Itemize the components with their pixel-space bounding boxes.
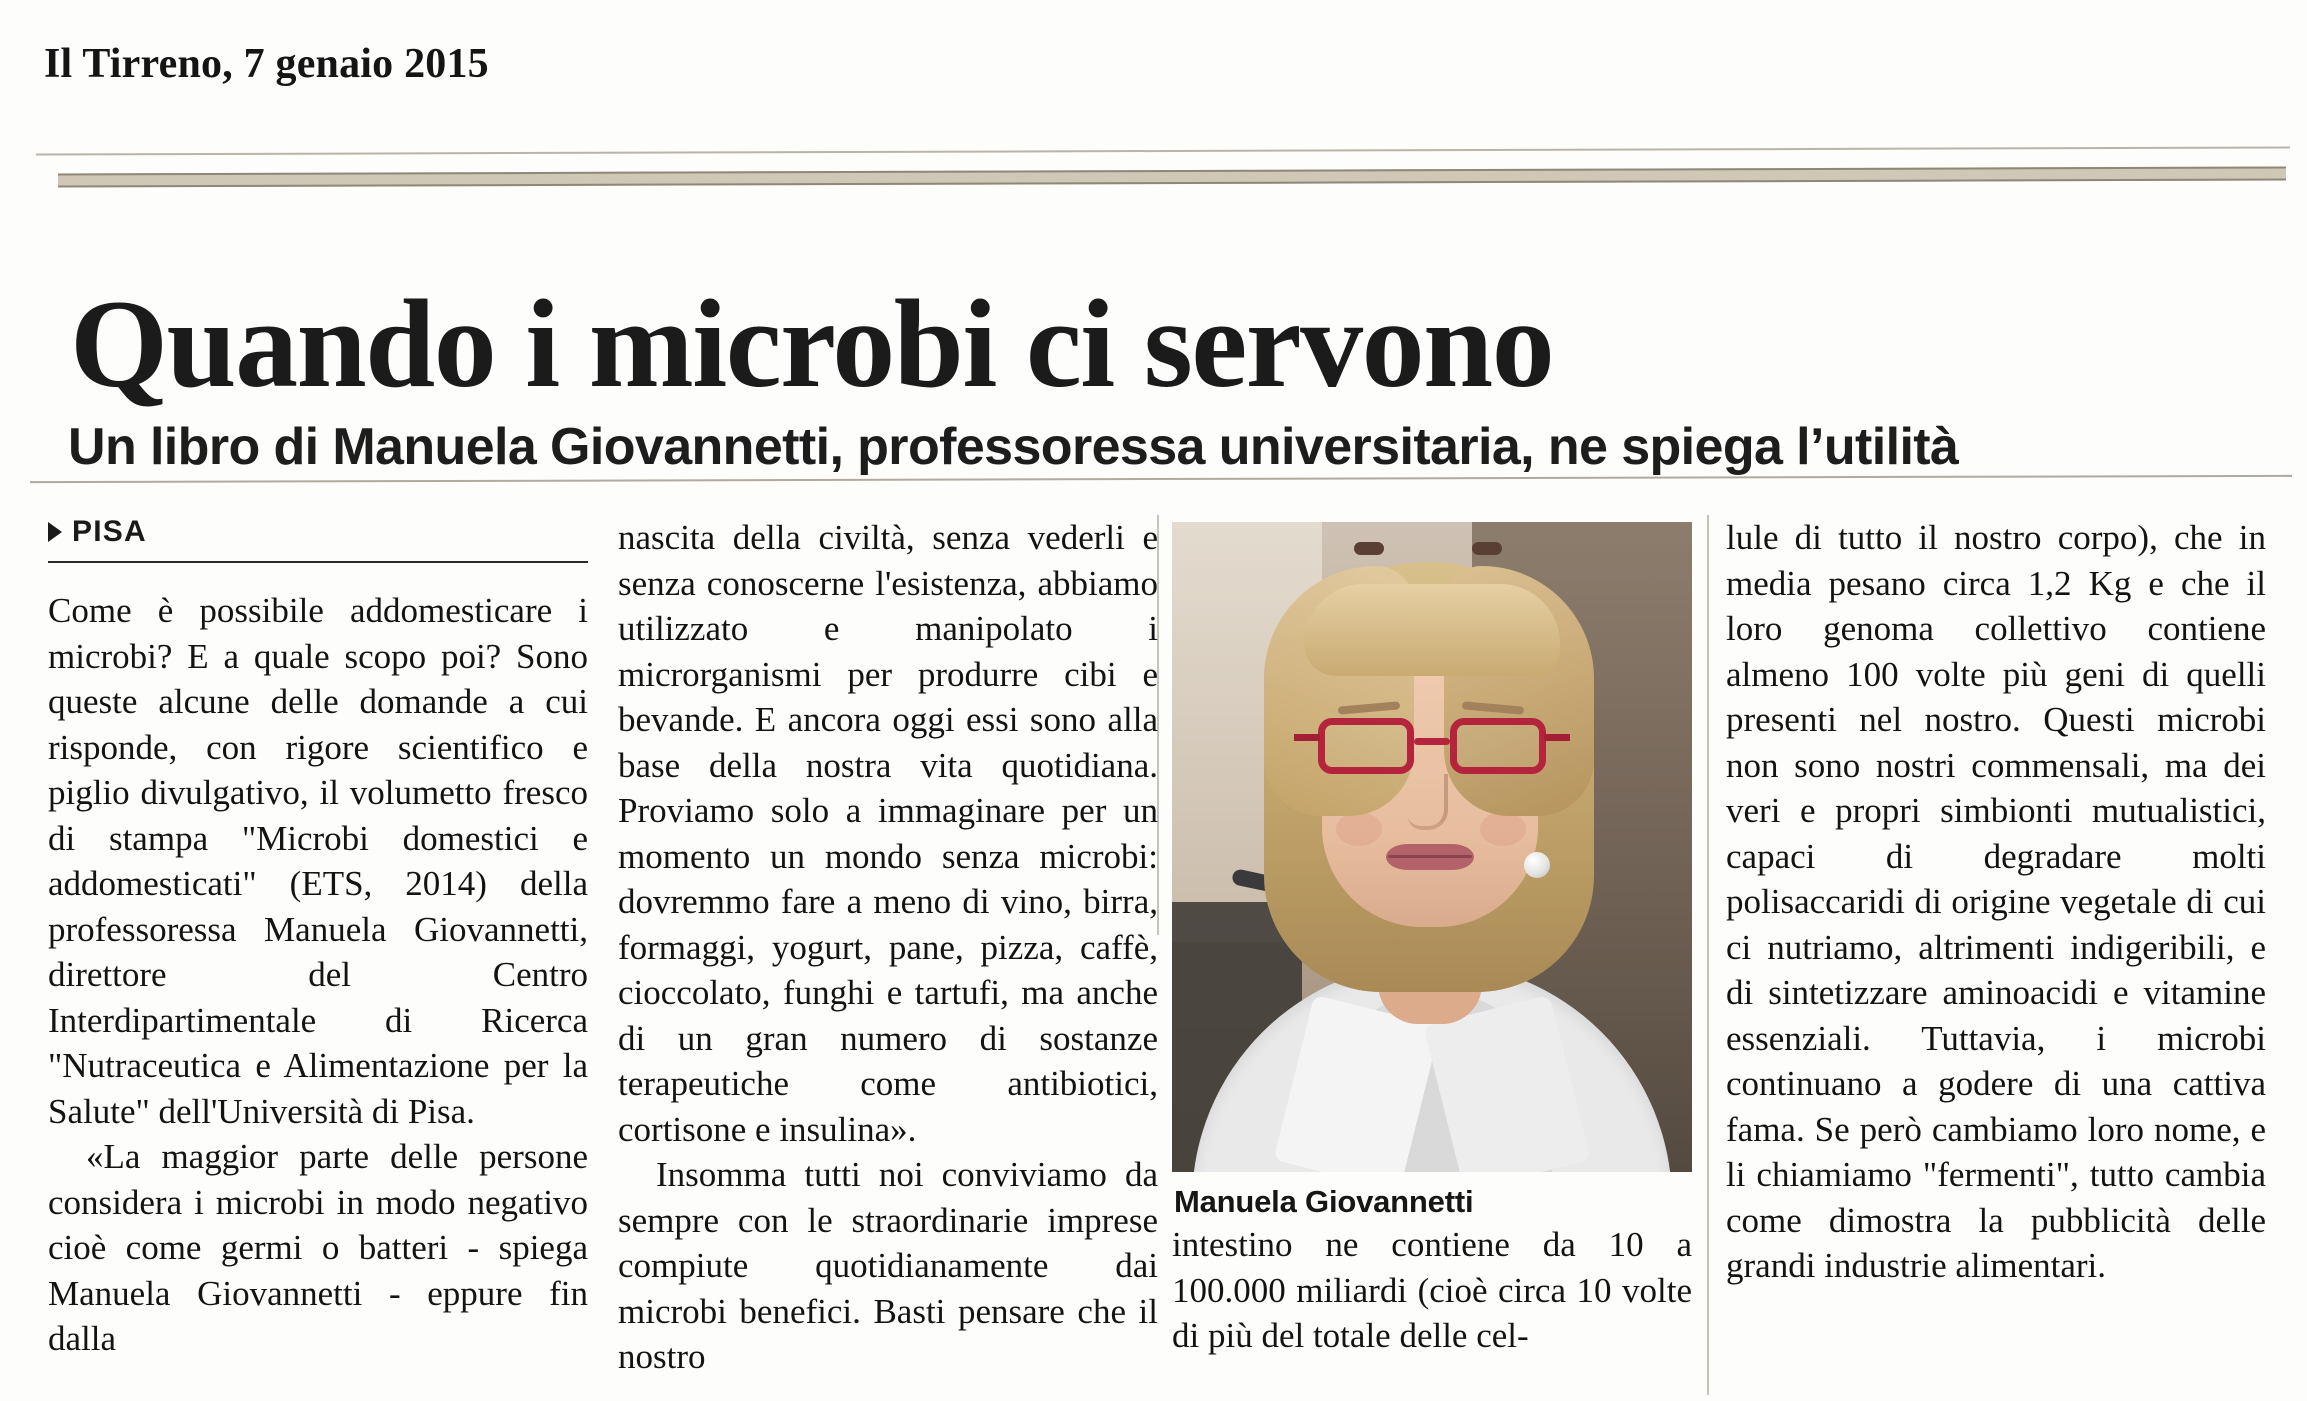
eyeglass-lens-right <box>1450 718 1546 774</box>
body-column-1 <box>48 588 588 1362</box>
eyeglass-bridge <box>1414 738 1450 745</box>
portrait-photo <box>1172 522 1692 1172</box>
photo-earring <box>1524 852 1550 878</box>
photo-mouth-line <box>1388 855 1472 858</box>
paragraph: lule di tutto il nostro corpo), che in media pesano circa 1,2 Kg e che il loro genoma collettivo contiene almeno 100 volte più geni di quelli presenti nel nostro. Questi microbi non sono nostri commensali, ma dei veri e propri simbionti mutualistici, capaci di degradare molti polisaccaridi di origine vegetale di cui ci nutriamo, altrimenti indigeribili, e di sintetizzare aminoacidi e vitamine essenziali. Tuttavia, i microbi continuano a godere di una cattiva fama. Se però cambiamo loro nome, e li chiamiamo "fermenti", tutto cambia come dimostra la pubblicità delle grandi industrie alimentari. <box>1726 518 2266 1285</box>
dateline-label: PISA <box>72 515 147 548</box>
dateline <box>48 515 588 549</box>
source-publication-line: Il Tirreno, 7 genaio 2015 <box>44 41 489 87</box>
top-divider-thin <box>36 146 2290 155</box>
body-column-3 <box>1172 1222 1692 1359</box>
eyeglass-lens-left <box>1318 718 1414 774</box>
eyeglass-temple-left <box>1294 734 1320 741</box>
article-subheadline: Un libro di Manuela Giovannetti, professoressa universitaria, ne spiega l’utilità <box>68 418 1959 477</box>
top-divider-thick <box>58 167 2286 188</box>
paragraph: nascita della civiltà, senza vederli e senza conoscerne l'esistenza, abbiamo utilizzato e manipolato i microrganismi per produrre cibi e bevande. E ancora oggi essi sono alla base della nostra vita quotidiana. Proviamo solo a immaginare per un momento un mondo senza microbi: dovremmo fare a meno di vino, birra, formaggi, yogurt, pane, pizza, caffè, cioccolato, funghi e tartufi, ma anche di un gran numero di sostanze terapeutiche come antibiotici, cortisone e insulina». <box>618 518 1158 1149</box>
paragraph: «La maggior parte delle persone considera i microbi in modo negativo cioè come germi o batteri - spiega Manuela Giovannetti - eppure fin dalla <box>48 1137 588 1358</box>
eyeglasses-icon <box>1318 718 1546 774</box>
paragraph: Come è possibile addomesticare i microbi? E a quale scopo poi? Sono queste alcune delle domande a cui risponde, con rigore scientifico e piglio divulgativo, il volumetto fresco di stampa "Microbi domestici e addomesticati" (ETS, 2014) della professoressa Manuela Giovannetti, direttore del Centro Interdipartimentale di Ricerca "Nutraceutica e Alimentazione per la Salute" dell'Università di Pisa. <box>48 591 588 1131</box>
photo-hair-fringe <box>1304 584 1560 676</box>
eyeglass-temple-right <box>1544 734 1570 741</box>
triangle-bullet-icon <box>48 522 62 542</box>
article-headline: Quando i microbi ci servono <box>70 275 1554 415</box>
dateline-block <box>48 515 588 563</box>
paragraph: Insomma tutti noi conviviamo da sempre con le straordinarie imprese compiute quotidianamente dai microbi benefici. Basti pensare che il nostro <box>618 1155 1158 1376</box>
photo-cheek-right <box>1480 812 1526 846</box>
photo-caption: Manuela Giovannetti <box>1174 1184 1474 1219</box>
body-column-2 <box>618 515 1158 1380</box>
article-photo-block <box>1172 522 1692 1219</box>
dateline-divider <box>48 561 588 563</box>
paragraph: intestino ne contiene da 10 a 100.000 miliardi (cioè circa 10 volte di più del totale delle cel- <box>1172 1225 1692 1355</box>
body-column-4 <box>1726 515 2266 1289</box>
column-divider-2 <box>1707 515 1709 1395</box>
photo-eye-left <box>1354 542 1384 555</box>
photo-eye-right <box>1472 542 1502 555</box>
photo-cheek-left <box>1336 812 1382 846</box>
photo-nose <box>1408 774 1448 830</box>
